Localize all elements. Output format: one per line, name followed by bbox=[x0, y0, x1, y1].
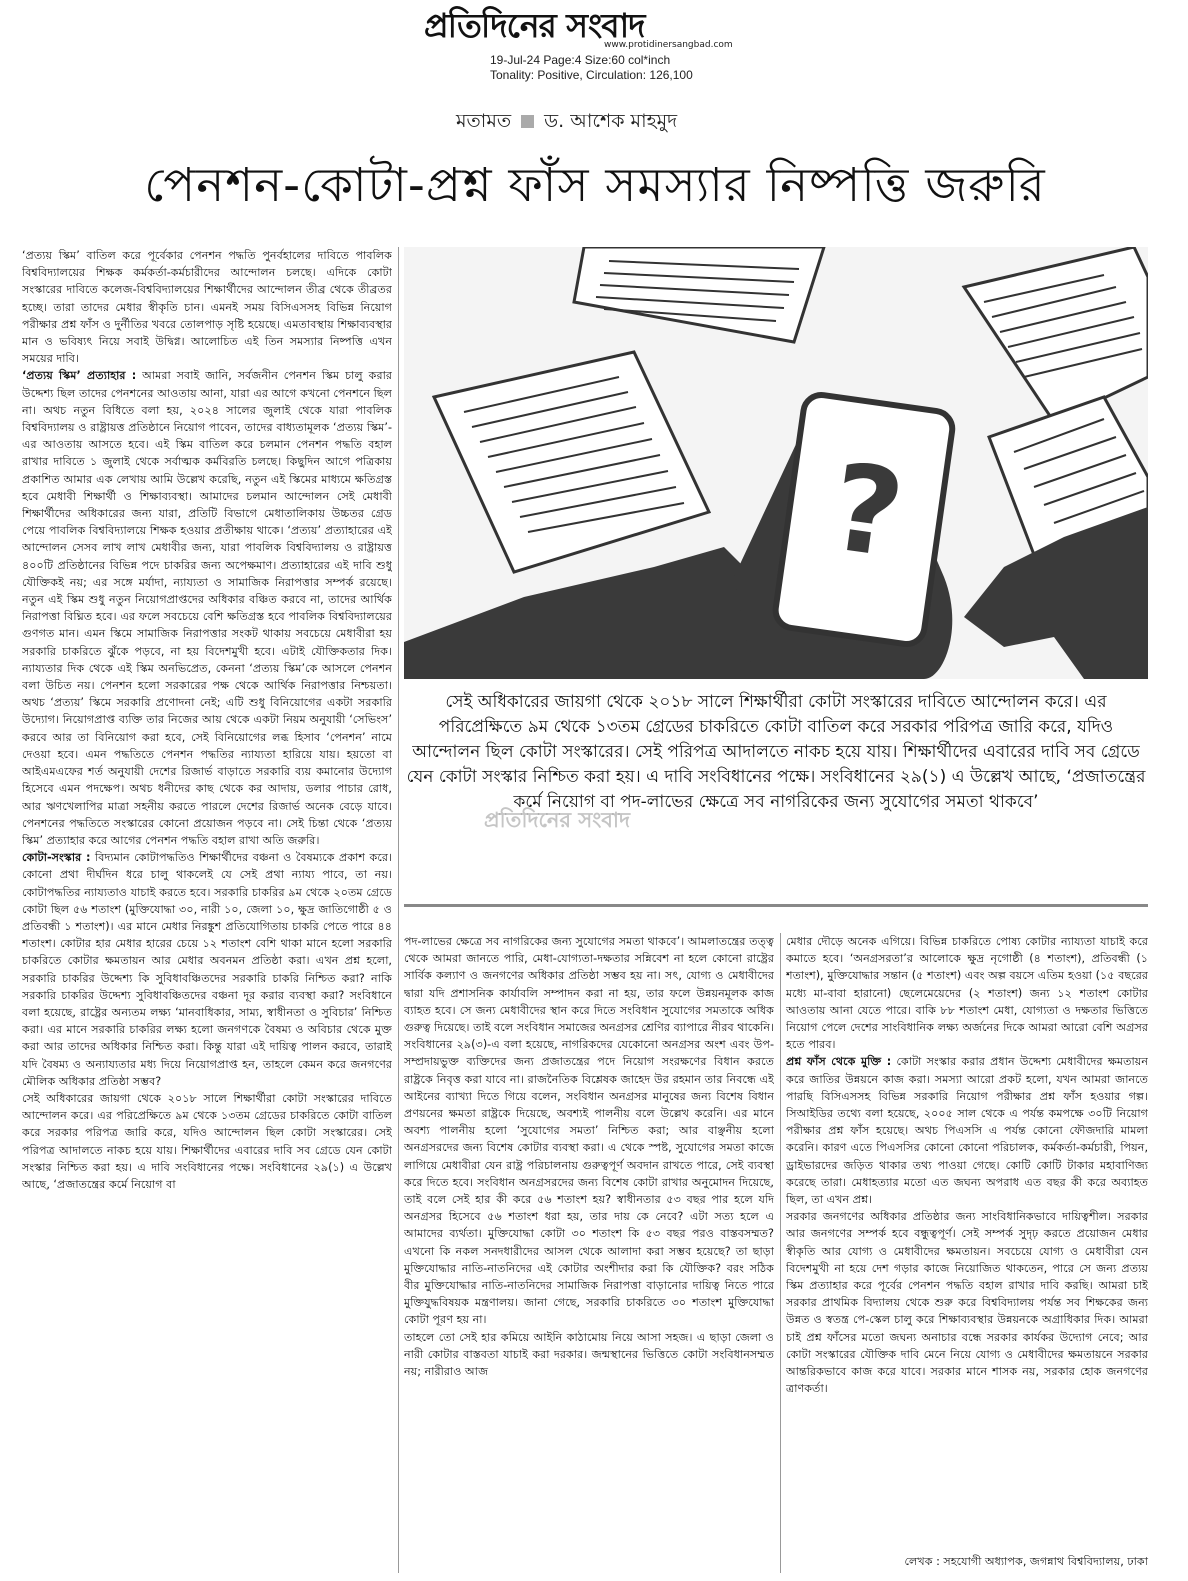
article-column-2 bbox=[404, 933, 774, 1573]
author-note: লেখক : সহযোগী অধ্যাপক, জগন্নাথ বিশ্ববিদ্যালয়, ঢাকা bbox=[904, 1555, 1148, 1568]
subheading: ‘প্রত্যয় স্কিম’ প্রত্যাহার : bbox=[22, 369, 137, 383]
section-label: মতামত bbox=[456, 110, 512, 132]
paragraph: পদ-লাভের ক্ষেত্রে সব নাগরিকের জন্য সুযোগের সমতা থাকবে’। আমলাতন্ত্রের তত্ত্ব থেকে আমরা জানতে পারি, মেধা-যোগ্যতা-দক্ষতার সন্নিবেশ না হলে কোনো রাষ্ট্রের সার্বিক কল্যাণ ও জনগণের অধিকার প্রতিষ্ঠা সম্ভব হয় না। সৎ, যোগ্য ও মেধাবীদের দ্বারা যদি প্রশাসনিক কার্যাবলি সম্পাদন করা না হয়, তার ফলে উন্নয়নমূলক কাজ ব্যাহত হবে। সে জন্য মেধাবীদের স্থান করে দিতে সংবিধান সুযোগের সমতাকে অধিক গুরুত্ব দিয়েছে। তাই বলে সংবিধান সমাজের অনগ্রসর শ্রেণির ব্যাপারে নীরব থাকেনি। সংবিধানের ২৯(৩)-এ বলা হয়েছে, নাগরিকদের যেকোনো অনগ্রসর অংশ এবং উপ-সম্প্রদায়ভুক্ত ব্যক্তিদের জন্য প্রজাতন্ত্রের পদে নিয়োগ সংরক্ষণের বিধান করতে রাষ্ট্রকে নিবৃত্ত করা যাবে না। রাজনৈতিক বিশ্লেষক জাহেদ উর রহমান তার নিবন্ধে এই আইনের ব্যাখ্যা দিতে গিয়ে বলেন, সংবিধান অনগ্রসর মানুষের জন্য বিশেষ বিধান প্রণয়নের ক্ষমতা রাষ্ট্রকে দিয়েছে, অবশ্যই পালনীয় বলে উল্লেখ করেনি। এর মানে অবশ্য পালনীয় হলো ‘সুযোগের সমতা’ নিশ্চিত করা; আর বাঞ্ছনীয় হলো অনগ্রসরদের জন্য বিশেষ কোটার ব্যবস্থা করা। এ থেকে স্পষ্ট, সুযোগের সমতা কাজে লাগিয়ে মেধাবীরা যেন রাষ্ট্র পরিচালনায় গুরুত্বপূর্ণ অবদান রাখতে পারে, সেই ব্যবস্থা করে দিতে হবে। সংবিধান অনগ্রসরদের জন্য বিশেষ কোটা রাখার অনুমোদন দিয়েছে, তাই বলে সেই হার কী করে ৫৬ শতাংশ হয়? স্বাধীনতার ৫৩ বছর পার হলে যদি অনগ্রসর হিসেবে ৫৬ শতাংশ ধরা হয়, তার দায় কে নেবে? এটা সত্য হলে এ আমাদের ব্যর্থতা। মুক্তিযোদ্ধা কোটা ৩০ শতাংশ কি ৫৩ বছর পরও বাস্তবসম্মত? এখনো কি নকল সনদধারীদের আসল থেকে আলাদা করা সম্ভব হয়েছে? তা ছাড়া মুক্তিযোদ্ধার নাতি-নাতনিদের এই কোটার অংশীদার করা কি যৌক্তিক? বরং সঠিক বীর মুক্তিযোদ্ধার নাতি-নাতনিদের সামাজিক নিরাপত্তা বাড়ানোর দায়িত্ব নিতে পারে মুক্তিযুদ্ধবিষয়ক মন্ত্রণালয়। জানা গেছে, সরকারি চাকরিতে ৩০ শতাংশ মুক্তিযোদ্ধা কোটা পূরণ হয় না। bbox=[404, 935, 774, 1327]
column-divider bbox=[780, 933, 781, 1573]
pull-quote-rule bbox=[404, 904, 1148, 907]
paragraph: ‘প্রত্যয় স্কিম’ বাতিল করে পূর্বেকার পেনশন পদ্ধতি পুনর্বহালের দাবিতে পাবলিক বিশ্ববিদ্যালয়ের শিক্ষক কর্মকর্তা-কর্মচারীদের আন্দোলন চলছে। এদিকে কোটা সংস্কারের দাবিতে কলেজ-বিশ্ববিদ্যালয়ের শিক্ষার্থীদের আন্দোলন তীব্র থেকে তীব্রতর হচ্ছে। তারা তাদের মেধার স্বীকৃতি চান। এমনই সময় বিসিএসসহ বিভিন্ন নিয়োগ পরীক্ষার প্রশ্ন ফাঁস ও দুর্নীতির খবরে তোলপাড় সৃষ্টি হয়েছে। এমতাবস্থায় শিক্ষাব্যবস্থার মান ও ভবিষ্যৎ নিয়ে সবাই উদ্বিগ্ন। আলোচিত এই তিন সমস্যার নিষ্পত্তি এখন সময়ের দাবি। bbox=[22, 249, 392, 366]
subheading: প্রশ্ন ফাঁস থেকে মুক্তি : bbox=[786, 1055, 892, 1069]
article-illustration bbox=[404, 247, 1148, 679]
subheading: কোটা-সংস্কার : bbox=[22, 851, 91, 865]
paragraph: প্রশ্ন ফাঁস থেকে মুক্তি : কোটা সংস্কার করার প্রধান উদ্দেশ্য মেধাবীদের ক্ষমতায়ন করে জাতির উন্নয়নে কাজ করা। সমস্যা আরো প্রকট হলো, যখন আমরা জানতে পারছি বিসিএসসহ বিভিন্ন সরকারি নিয়োগ পরীক্ষার প্রশ্ন ফাঁস হওয়ার গল্প। সিআইডির তথ্যে বলা হয়েছে, ২০০৫ সাল থেকে এ পর্যন্ত কমপক্ষে ৩০টি নিয়োগ পরীক্ষার প্রশ্ন ফাঁস হয়েছে। অথচ পিএসসি এ পর্যন্ত কোনো ফৌজদারি মামলা করেনি। কারণ এতে পিএসসির কোনো কোনো পরিচালক, কর্মকর্তা-কর্মচারী, পিয়ন, ড্রাইভারদের জড়িত থাকার তথ্য পাওয়া গেছে। কোটি কোটি টাকার মহাবাণিজ্য করেছে তারা। মেধাহত্যার মতো এত জঘন্য অপরাধ এত বছর কী করে অব্যাহত ছিল, তা এখন প্রশ্ন। bbox=[786, 1055, 1148, 1207]
paragraph: সরকার জনগণের অধিকার প্রতিষ্ঠার জন্য সাংবিধানিকভাবে দায়িত্বশীল। সরকার আর জনগণের সম্পর্ক হবে বন্ধুত্বপূর্ণ। সেই সম্পর্ক সুদৃঢ় করতে প্রয়োজন মেধার স্বীকৃতি আর যোগ্য ও মেধাবীদের ক্ষমতায়ন। সবচেয়ে যোগ্য ও মেধাবীরা যেন বিদেশমুখী না হয়ে দেশ গড়ার কাজে নিয়োজিত থাকতেন, পারে সে জন্য প্রত্যয় স্কিম প্রত্যাহার করে পূর্বের পেনশন পদ্ধতি বহাল রাখার দাবি করছি। আমরা চাই সরকার প্রাথমিক বিদ্যালয় থেকে শুরু করে বিশ্ববিদ্যালয় পর্যন্ত সব শিক্ষকের জন্য উন্নত ও স্বতন্ত্র পে-স্কেল চালু করে শিক্ষাব্যবস্থার উন্নয়নকে অগ্রাধিকার দিক। আমরা চাই প্রশ্ন ফাঁসের মতো জঘন্য অনাচার বন্ধে সরকার কার্যকর উদ্যোগ নেবে; আর কোটা সংস্কারের যৌক্তিক দাবি মেনে নিয়ে যোগ্য ও মেধাবীদের ক্ষমতায়নে সরকার আন্তরিকভাবে কাজ করে যাবে। সরকার মানে শাসক নয়, সরকার হোক জনগণের ত্রাণকর্তা। bbox=[786, 1210, 1148, 1396]
paragraph: কোটা-সংস্কার : বিদ্যমান কোটাপদ্ধতিও শিক্ষার্থীদের বঞ্চনা ও বৈষম্যকে প্রকাশ করে। কোনো প্রথা দীর্ঘদিন ধরে চালু থাকলেই যে সেই প্রথা ন্যায্য পাবে, তা নয়। কোটাপদ্ধতির ন্যায্যতাও যাচাই করতে হবে। সরকারি চাকরির ৯ম থেকে ২০তম গ্রেডে কোটা ছিল ৫৬ শতাংশ (মুক্তিযোদ্ধা ৩০, নারী ১০, জেলা ১০, ক্ষুদ্র জাতিগোষ্ঠী ৫ ও প্রতিবন্ধী ১ শতাংশ)। এর মানে মেধার নিরঙ্কুশ প্রতিযোগিতায় চাকরি পেতে পারে ৪৪ শতাংশ। কোটার হার মেধার হারের চেয়ে ১২ শতাংশ বেশি থাকা মানে হলো সরকারি চাকরিতে কোটার ক্ষমতায়ন আর মেধার অবনমন প্রতিষ্ঠা করা। এখন প্রশ্ন হলো, সরকারি চাকরির উদ্দেশ্য কি সুবিধাবঞ্চিতদের সরকারি চাকরি নিশ্চিত করা? নাকি সরকারি চাকরির উদ্দেশ্য সুবিধাবঞ্চিতদের বঞ্চনা দূর করার ব্যবস্থা করা? সংবিধানে বলা হয়েছে, রাষ্ট্রের অন্যতম লক্ষ্য ‘মানবাধিকার, সাম্য, স্বাধীনতা ও সুবিচার’ নিশ্চিত করা। এর মানে সরকারি চাকরির লক্ষ্য হলো জনগণকে বৈষম্য ও অবিচার থেকে মুক্ত করা আর তাদের অধিকার নিশ্চিত করা। কিন্তু যারা এই দায়িত্ব পালন করবে, তারাই যদি বৈষম্য ও অন্যায্যতার মধ্য দিয়ে নিয়োগপ্রাপ্ত হন, তাহলে কেমন করে জনগণের মৌলিক অধিকার প্রতিষ্ঠা সম্ভব? bbox=[22, 851, 392, 1088]
clipping-meta bbox=[490, 53, 693, 83]
clipping-meta-tonality: Tonality: Positive, Circulation: 126,100 bbox=[490, 68, 693, 82]
phone-icon bbox=[773, 393, 954, 647]
paragraph: তাহলে তো সেই হার কমিয়ে আইনি কাঠামোয় নিয়ে আসা সহজ। এ ছাড়া জেলা ও নারী কোটার বাস্তবতা যাচাই করা দরকার। জন্মস্থানের ভিত্তিতে কোটা সংবিধানসম্মত নয়; নারীরাও আজ bbox=[404, 1330, 774, 1379]
paragraph: ‘প্রত্যয় স্কিম’ প্রত্যাহার : আমরা সবাই জানি, সর্বজনীন পেনশন স্কিম চালু করার উদ্দেশ্য ছিল তাদের পেনশনের আওতায় আনা, যারা এর আগে কখনো পেনশনে ছিল না। অথচ নতুন বিধিতে বলা হয়, ২০২৪ সালের জুলাই থেকে যারা পাবলিক বিশ্ববিদ্যালয় ও রাষ্ট্রায়ত্ত প্রতিষ্ঠানে নিয়োগ পাবেন, তাদের বাধ্যতামূলক ‘প্রত্যয় স্কিম’-এর আওতায় আসতে হবে। এই স্কিম বাতিল করে চলমান পেনশন পদ্ধতি বহাল রাখার দাবিতে ১ জুলাই থেকে সর্বাত্মক কর্মবিরতি চলছে। কিছুদিন আগে পত্রিকায় প্রকাশিত আমার এক লেখায় আমি উল্লেখ করেছি, নতুন এই স্কিমের মাধ্যমে ক্ষতিগ্রস্ত হবে মেধাবী শিক্ষার্থী ও শিক্ষাব্যবস্থা। আমাদের চলমান আন্দোলন সেই মেধাবী শিক্ষার্থীদের অধিকারের জন্য যারা, প্রতিটি বিভাগে মেধাতালিকায় উচ্চতর গ্রেড পেয়ে পাবলিক বিশ্ববিদ্যালয়ে শিক্ষক হওয়ার প্রতীক্ষায় থাকে। ‘প্রত্যয়’ প্রত্যাহারের এই আন্দোলন সেসব লাখ লাখ মেধাবীর জন্য, যারা পাবলিক বিশ্ববিদ্যালয় ও রাষ্ট্রায়ত্ত ৪০০টি প্রতিষ্ঠানের বিভিন্ন পদে চাকরির জন্য অপেক্ষমাণ। প্রত্যাহারের এই দাবি শুধু যৌক্তিকই নয়; এর সঙ্গে মর্যাদা, ন্যায্যতা ও সামাজিক নিরাপত্তার সম্পর্ক রয়েছে। নতুন এই স্কিম শুধু নতুন নিয়োগপ্রাপ্তদের অধিকার বঞ্চিত করবে না, তাদের আর্থিক নিরাপত্তা বিঘ্নিত হবে। এর ফলে সবচেয়ে বেশি ক্ষতিগ্রস্ত হবে পাবলিক বিশ্ববিদ্যালয়ের গুণগত মান। এমন স্কিমে সামাজিক নিরাপত্তার সংকট থাকায় সবচেয়ে মেধাবীরা হয় সরকারি চাকরিতে ঝুঁকে পড়বে, না হয় বিদেশমুখী হবে। এটাই যৌক্তিকতার দিক। ন্যায্যতার দিক থেকে এই স্কিম অনভিপ্রেত, কেননা ‘প্রত্যয় স্কিম’কে আসলে পেনশন বলা উচিত নয়। পেনশন হলো সরকারের পক্ষ থেকে আর্থিক নিরাপত্তার নিশ্চয়তা। অথচ ‘প্রত্যয়’ স্কিমে সরকারি প্রণোদনা নেই; এটি শুধু বিনিয়োগের একটা সরকারি উদ্যোগ। নিয়োগপ্রাপ্ত ব্যক্তি তার নিজের আয় থেকে একটা নিয়ম অনুযায়ী ‘সেভিংস’ করবে আর তা বিনিয়োগ করা হবে, সেই বিনিয়োগের লব্ধ হিসাব ‘পেনশন’ নামে দেওয়া হবে। এমন পদ্ধতিতে পেনশন পদ্ধতির ন্যায্যতা হারিয়ে যায়। হয়তো বা আইএমএফের শর্ত অনুযায়ী দেশের রিজার্ভ বাড়াতে সরকারি ব্যয় কমানোর উদ্যোগ হিসেবে এমন পদক্ষেপ। অথচ ধনীদের কাছ থেকে কর আদায়, ডলার পাচার রোধ, আর ঋণখেলাপির মাত্রা সহনীয় করতে পারলে দেশের রিজার্ভ অনেক বেড়ে যাবে। পেনশনের পদ্ধতিতে সংস্কারের কোনো প্রয়োজন পড়বে না। সেই চিন্তা থেকে ‘প্রত্যয় স্কিম’ প্রত্যাহার করে আগের পেনশন পদ্ধতি বহাল রাখা অতি জরুরি। bbox=[22, 369, 392, 847]
newspaper-name: প্রতিদিনের সংবাদ bbox=[424, 6, 645, 45]
article-headline: পেনশন-কোটা-প্রশ্ন ফাঁস সমস্যার নিষ্পত্তি জরুরি bbox=[144, 158, 1046, 213]
article-column-3 bbox=[786, 933, 1148, 1573]
clipping-meta-date: 19-Jul-24 Page:4 Size:60 col*inch bbox=[490, 53, 671, 67]
paragraph: মেধার দৌড়ে অনেক এগিয়ে। বিভিন্ন চাকরিতে পোষ্য কোটার ন্যায্যতা যাচাই করে কমাতে হবে। ‘অনগ্রসরতা’র আলোকে ক্ষুদ্র নৃগোষ্ঠী (৪ শতাংশ), প্রতিবন্ধী (১ শতাংশ), মুক্তিযোদ্ধার সন্তান (৫ শতাংশ) এবং অল্প বয়সে এতিম হওয়া (১৫ বছরের মধ্যে মা-বাবা হারানো) ছেলেমেয়েদের (২ শতাংশ) জন্য ১২ শতাংশ কোটার আওতায় আনা যেতে পারে। বাকি ৮৮ শতাংশ মেধা, যোগ্যতা ও দক্ষতার ভিত্তিতে নিয়োগ পেলে দেশের সাংবিধানিক লক্ষ্য অর্জনের দিকে আমরা আরো বেশি অগ্রসর হতে পারব। bbox=[786, 935, 1148, 1052]
newspaper-url: www.protidinersangbad.com bbox=[604, 40, 733, 50]
column-divider bbox=[398, 247, 399, 1573]
byline bbox=[456, 107, 677, 139]
separator-square-icon bbox=[521, 115, 534, 128]
author-name: ড. আশেক মাহমুদ bbox=[544, 110, 678, 132]
question-mark-icon: ? bbox=[822, 438, 912, 586]
pull-quote: সেই অধিকারের জায়গা থেকে ২০১৮ সালে শিক্ষার্থীরা কোটা সংস্কারের দাবিতে আন্দোলন করে। এর পরিপ্রেক্ষিতে ৯ম থেকে ১৩তম গ্রেডের চাকরিতে কোটা বাতিল করে সরকার পরিপত্র জারি করে, যদিও আন্দোলন ছিল কোটা সংস্কারের। সেই পরিপত্র আদালতে নাকচ হয়ে যায়। শিক্ষার্থীদের এবারের দাবি সব গ্রেডে যেন কোটা সংস্কার নিশ্চিত করা হয়। এ দাবি সংবিধানের পক্ষে। সংবিধানের ২৯(১) এ উল্লেখ আছে, ‘প্রজাতন্ত্রের কর্মে নিয়োগ বা পদ-লাভের ক্ষেত্রে সব নাগরিকের জন্য সুযোগের সমতা থাকবে’ bbox=[406, 692, 1146, 812]
question-mark-phone-documents-icon bbox=[404, 247, 1148, 679]
watermark-logo: প্রতিদিনের সংবাদ bbox=[484, 808, 631, 832]
paragraph: সেই অধিকারের জায়গা থেকে ২০১৮ সালে শিক্ষার্থীরা কোটা সংস্কারের দাবিতে আন্দোলন করে। এর পরিপ্রেক্ষিতে ৯ম থেকে ১৩তম গ্রেডের চাকরিতে কোটা বাতিল করে সরকার পরিপত্র জারি করে, যদিও আন্দোলন ছিল কোটা সংস্কারের। সেই পরিপত্র আদালতে নাকচ হয়ে যায়। শিক্ষার্থীদের এবারের দাবি সব গ্রেডে যেন কোটা সংস্কার নিশ্চিত করা হয়। এ দাবি সংবিধানের পক্ষে। সংবিধানের ২৯(১) এ উল্লেখ আছে, ‘প্রজাতন্ত্রের কর্মে নিয়োগ বা bbox=[22, 1091, 392, 1191]
article-column-1 bbox=[22, 247, 392, 1572]
